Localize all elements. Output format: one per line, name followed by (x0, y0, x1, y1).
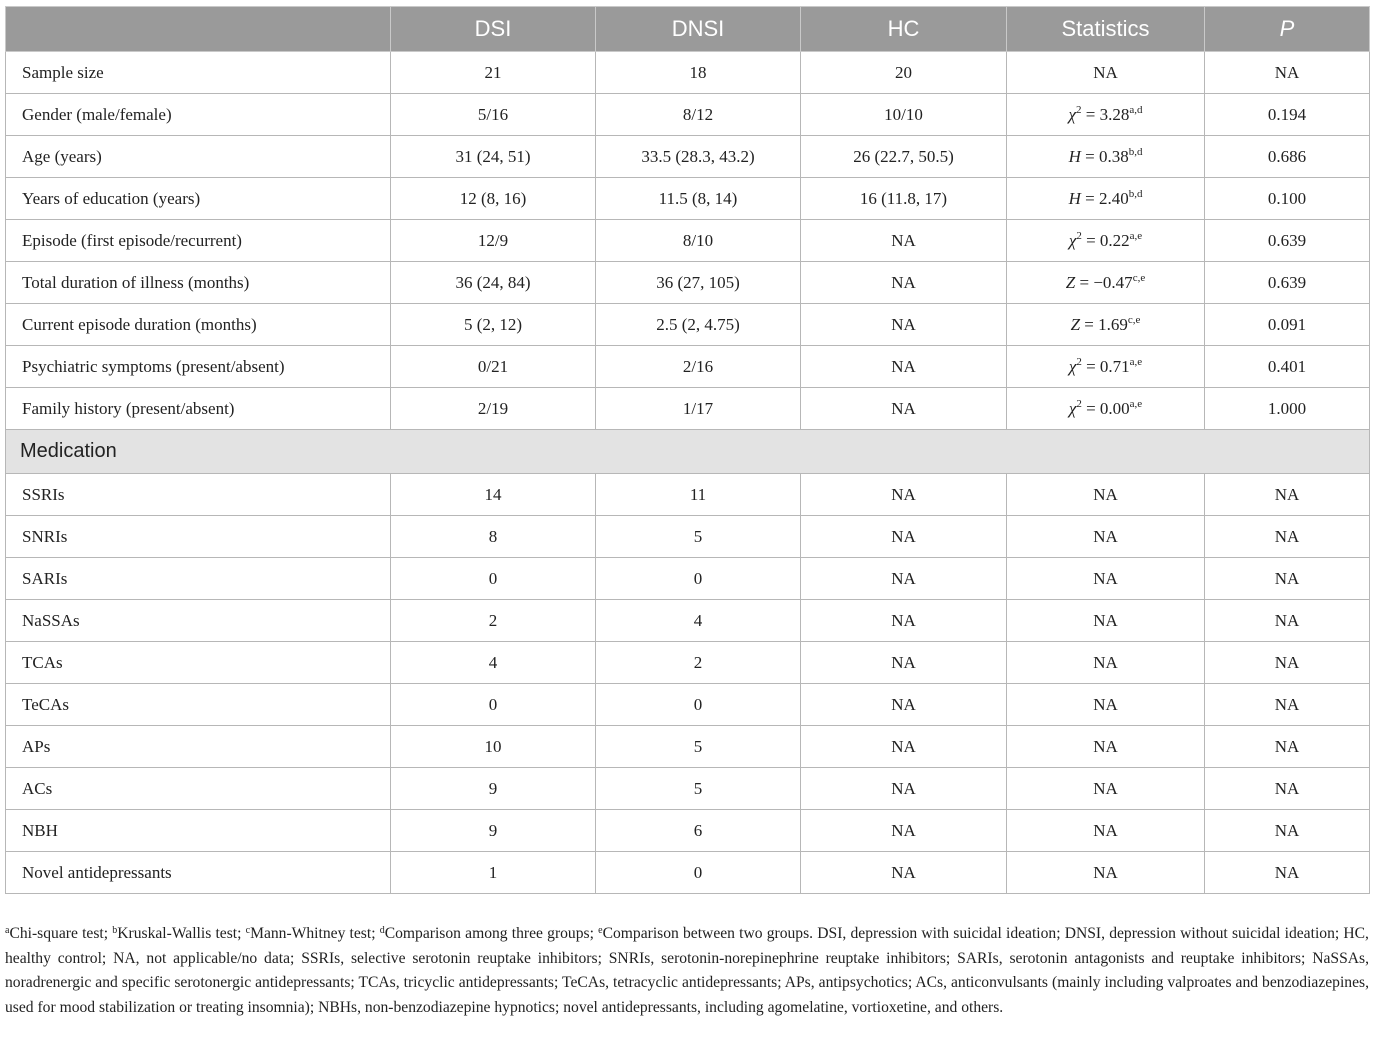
cell-p: NA (1205, 52, 1370, 94)
stat-text: NA (1093, 778, 1118, 798)
cell-statistics (1007, 346, 1205, 388)
stat-text: NA (1093, 862, 1118, 882)
stat-exponent: 2 (1076, 103, 1082, 116)
cell-statistics (1007, 52, 1205, 94)
row-label: Novel antidepressants (6, 852, 391, 894)
section-label: Medication (6, 430, 1370, 474)
footnote-letter: e (598, 925, 603, 936)
footnote-definition: Chi-square test; (9, 925, 113, 942)
cell-hc: NA (801, 768, 1007, 810)
row-label: SSRIs (6, 474, 391, 516)
cell-hc: NA (801, 346, 1007, 388)
row-label: Sample size (6, 52, 391, 94)
cell-dsi: 0 (391, 684, 596, 726)
footnote-letter: d (379, 925, 385, 936)
footnote-letter: a (5, 925, 10, 936)
stat-text: NA (1093, 568, 1118, 588)
cell-statistics (1007, 474, 1205, 516)
stat-text: NA (1093, 526, 1118, 546)
medication-row (6, 852, 1370, 894)
stat-value: 0.00 (1099, 398, 1130, 418)
stat-operator: = (1075, 272, 1094, 292)
stat-text: NA (1093, 610, 1118, 630)
stat-symbol: H (1068, 188, 1081, 208)
cell-hc: NA (801, 474, 1007, 516)
cell-statistics (1007, 220, 1205, 262)
cell-dnsi: 18 (596, 52, 801, 94)
stat-exponent: 2 (1076, 355, 1082, 368)
cell-statistics (1007, 558, 1205, 600)
cell-dsi: 1 (391, 852, 596, 894)
stat-symbol: χ (1068, 356, 1077, 376)
demographics-table (5, 6, 1370, 894)
cell-hc: NA (801, 516, 1007, 558)
cell-dsi: 12/9 (391, 220, 596, 262)
cell-p: 0.639 (1205, 220, 1370, 262)
cell-dnsi: 4 (596, 600, 801, 642)
cell-p: NA (1205, 516, 1370, 558)
medication-row (6, 600, 1370, 642)
header-row (6, 7, 1370, 52)
stat-exponent: 2 (1076, 229, 1082, 242)
row-label: NBH (6, 810, 391, 852)
medication-row (6, 516, 1370, 558)
header-statistics: Statistics (1007, 7, 1205, 52)
stat-operator: = (1081, 104, 1100, 124)
stat-operator: = (1080, 314, 1099, 334)
cell-dnsi: 0 (596, 684, 801, 726)
stat-footnote-mark: a,e (1129, 229, 1143, 242)
cell-dnsi: 2/16 (596, 346, 801, 388)
cell-statistics (1007, 94, 1205, 136)
stat-footnote-mark: b,d (1128, 187, 1143, 200)
header-dnsi: DNSI (596, 7, 801, 52)
footnote-letter: c (245, 925, 251, 936)
cell-hc: NA (801, 684, 1007, 726)
row-label: SARIs (6, 558, 391, 600)
cell-dnsi: 11.5 (8, 14) (596, 178, 801, 220)
cell-statistics (1007, 684, 1205, 726)
stat-symbol: Z (1070, 314, 1081, 334)
medication-row (6, 684, 1370, 726)
stat-operator: = (1081, 356, 1100, 376)
cell-dnsi: 0 (596, 558, 801, 600)
cell-p: NA (1205, 600, 1370, 642)
cell-dnsi: 5 (596, 726, 801, 768)
cell-p: NA (1205, 810, 1370, 852)
cell-statistics (1007, 600, 1205, 642)
cell-hc: NA (801, 726, 1007, 768)
cell-hc: NA (801, 600, 1007, 642)
cell-statistics (1007, 852, 1205, 894)
cell-p: 0.100 (1205, 178, 1370, 220)
cell-dsi: 2 (391, 600, 596, 642)
stat-text: NA (1093, 652, 1118, 672)
row-label: Age (years) (6, 136, 391, 178)
cell-dnsi: 0 (596, 852, 801, 894)
cell-hc: NA (801, 810, 1007, 852)
stat-footnote-mark: c,e (1127, 313, 1141, 326)
row-label: TeCAs (6, 684, 391, 726)
cell-dnsi: 1/17 (596, 388, 801, 430)
table-row (6, 388, 1370, 430)
stat-text: NA (1093, 694, 1118, 714)
cell-dsi: 31 (24, 51) (391, 136, 596, 178)
cell-dsi: 21 (391, 52, 596, 94)
stat-footnote-mark: a,e (1129, 397, 1143, 410)
row-label: Gender (male/female) (6, 94, 391, 136)
footnote-definition: Kruskal-Wallis test; (117, 925, 246, 942)
section-row-medication (6, 430, 1370, 474)
cell-p: NA (1205, 768, 1370, 810)
table-body (6, 52, 1370, 894)
cell-statistics (1007, 516, 1205, 558)
header-p: P (1205, 7, 1370, 52)
cell-p: NA (1205, 726, 1370, 768)
stat-value: 0.71 (1099, 356, 1130, 376)
row-label: Years of education (years) (6, 178, 391, 220)
stat-footnote-mark: c,e (1132, 271, 1146, 284)
cell-p: 0.639 (1205, 262, 1370, 304)
medication-row (6, 768, 1370, 810)
footnote-letter: b (112, 925, 118, 936)
table-row (6, 178, 1370, 220)
cell-statistics (1007, 136, 1205, 178)
row-label: APs (6, 726, 391, 768)
cell-statistics (1007, 304, 1205, 346)
row-label: Episode (first episode/recurrent) (6, 220, 391, 262)
table-row (6, 136, 1370, 178)
header-empty (6, 7, 391, 52)
stat-symbol: Z (1065, 272, 1076, 292)
cell-statistics (1007, 178, 1205, 220)
table-row (6, 262, 1370, 304)
cell-p: 0.401 (1205, 346, 1370, 388)
cell-statistics (1007, 262, 1205, 304)
cell-hc: NA (801, 852, 1007, 894)
cell-hc: NA (801, 388, 1007, 430)
stat-symbol: χ (1068, 230, 1077, 250)
stat-value: 1.69 (1098, 314, 1128, 334)
cell-dsi: 12 (8, 16) (391, 178, 596, 220)
cell-dsi: 2/19 (391, 388, 596, 430)
cell-hc: NA (801, 642, 1007, 684)
row-label: TCAs (6, 642, 391, 684)
stat-operator: = (1080, 146, 1099, 166)
cell-p: NA (1205, 852, 1370, 894)
cell-dsi: 10 (391, 726, 596, 768)
row-label: SNRIs (6, 516, 391, 558)
cell-hc: 16 (11.8, 17) (801, 178, 1007, 220)
cell-hc: 10/10 (801, 94, 1007, 136)
cell-hc: NA (801, 558, 1007, 600)
row-label: Current episode duration (months) (6, 304, 391, 346)
cell-dsi: 5/16 (391, 94, 596, 136)
stat-text: NA (1093, 484, 1118, 504)
cell-p: 0.194 (1205, 94, 1370, 136)
cell-hc: 26 (22.7, 50.5) (801, 136, 1007, 178)
cell-hc: NA (801, 220, 1007, 262)
cell-dnsi: 36 (27, 105) (596, 262, 801, 304)
table-row (6, 346, 1370, 388)
cell-dsi: 5 (2, 12) (391, 304, 596, 346)
medication-row (6, 726, 1370, 768)
row-label: NaSSAs (6, 600, 391, 642)
cell-dsi: 9 (391, 810, 596, 852)
stat-value: 3.28 (1099, 104, 1130, 124)
cell-dnsi: 11 (596, 474, 801, 516)
stat-footnote-mark: a,e (1129, 355, 1143, 368)
cell-dnsi: 33.5 (28.3, 43.2) (596, 136, 801, 178)
cell-dsi: 0 (391, 558, 596, 600)
stat-value: −0.47 (1093, 272, 1133, 292)
cell-statistics (1007, 768, 1205, 810)
stat-operator: = (1080, 188, 1099, 208)
medication-row (6, 558, 1370, 600)
cell-p: NA (1205, 684, 1370, 726)
cell-dsi: 4 (391, 642, 596, 684)
cell-dnsi: 5 (596, 768, 801, 810)
cell-dsi: 8 (391, 516, 596, 558)
table-footnote (5, 922, 1369, 1020)
cell-hc: NA (801, 262, 1007, 304)
cell-p: NA (1205, 558, 1370, 600)
row-label: Psychiatric symptoms (present/absent) (6, 346, 391, 388)
cell-statistics (1007, 810, 1205, 852)
cell-p: 0.686 (1205, 136, 1370, 178)
cell-dnsi: 5 (596, 516, 801, 558)
stat-symbol: H (1068, 146, 1081, 166)
cell-dnsi: 2.5 (2, 4.75) (596, 304, 801, 346)
stat-value: 0.22 (1099, 230, 1130, 250)
cell-p: NA (1205, 474, 1370, 516)
medication-row (6, 642, 1370, 684)
stat-value: 2.40 (1098, 188, 1129, 208)
cell-dsi: 14 (391, 474, 596, 516)
stat-text: NA (1093, 736, 1118, 756)
cell-p: NA (1205, 642, 1370, 684)
header-hc: HC (801, 7, 1007, 52)
stat-text: NA (1093, 62, 1118, 82)
table-row (6, 220, 1370, 262)
stat-symbol: χ (1068, 398, 1077, 418)
cell-dnsi: 8/12 (596, 94, 801, 136)
medication-row (6, 474, 1370, 516)
footnote-definition: Comparison between two groups. (602, 925, 814, 942)
stat-exponent: 2 (1076, 397, 1082, 410)
cell-statistics (1007, 388, 1205, 430)
table-row (6, 304, 1370, 346)
cell-dsi: 0/21 (391, 346, 596, 388)
cell-dnsi: 2 (596, 642, 801, 684)
cell-dsi: 36 (24, 84) (391, 262, 596, 304)
footnote-marks (5, 925, 813, 942)
stat-operator: = (1081, 230, 1100, 250)
stat-operator: = (1081, 398, 1100, 418)
cell-hc: 20 (801, 52, 1007, 94)
footnote-body: DSI, depression with suicidal ideation; DNSI, depression without suicidal ideation; HC, healthy control; NA, not applicable/no data; SSRIs, selective serotonin reuptake inhibitors; SNRIs, serotonin-norepinephrine reuptake inhibitors; SARIs, serotonin antagonists and reuptake inhibitors; NaSSAs, noradrenergic and specific serotonergic antidepressants; TCAs, tricyclic antidepressants; TeCAs, tetracyclic antidepressants; APs, antipsychotics; ACs, anticonvulsants (mainly including valproates and benzodiazepines, used for mood stabilization or treating insomnia); NBHs, non-benzodiazepine hypnotics; novel antidepressants, including agomelatine, vortioxetine, and others. (5, 925, 1369, 1016)
medication-row (6, 810, 1370, 852)
cell-statistics (1007, 642, 1205, 684)
row-label: Family history (present/absent) (6, 388, 391, 430)
stat-text: NA (1093, 820, 1118, 840)
row-label: ACs (6, 768, 391, 810)
row-label: Total duration of illness (months) (6, 262, 391, 304)
cell-dsi: 9 (391, 768, 596, 810)
cell-hc: NA (801, 304, 1007, 346)
stat-symbol: χ (1068, 104, 1076, 124)
footnote-definition: Comparison among three groups; (384, 925, 599, 942)
footnote-definition: Mann-Whitney test; (250, 925, 380, 942)
table-row (6, 94, 1370, 136)
cell-dnsi: 8/10 (596, 220, 801, 262)
cell-dnsi: 6 (596, 810, 801, 852)
table-row (6, 52, 1370, 94)
stat-value: 0.38 (1098, 146, 1129, 166)
stat-footnote-mark: a,d (1129, 103, 1143, 116)
cell-p: 0.091 (1205, 304, 1370, 346)
cell-p: 1.000 (1205, 388, 1370, 430)
stat-footnote-mark: b,d (1128, 145, 1143, 158)
header-dsi: DSI (391, 7, 596, 52)
cell-statistics (1007, 726, 1205, 768)
